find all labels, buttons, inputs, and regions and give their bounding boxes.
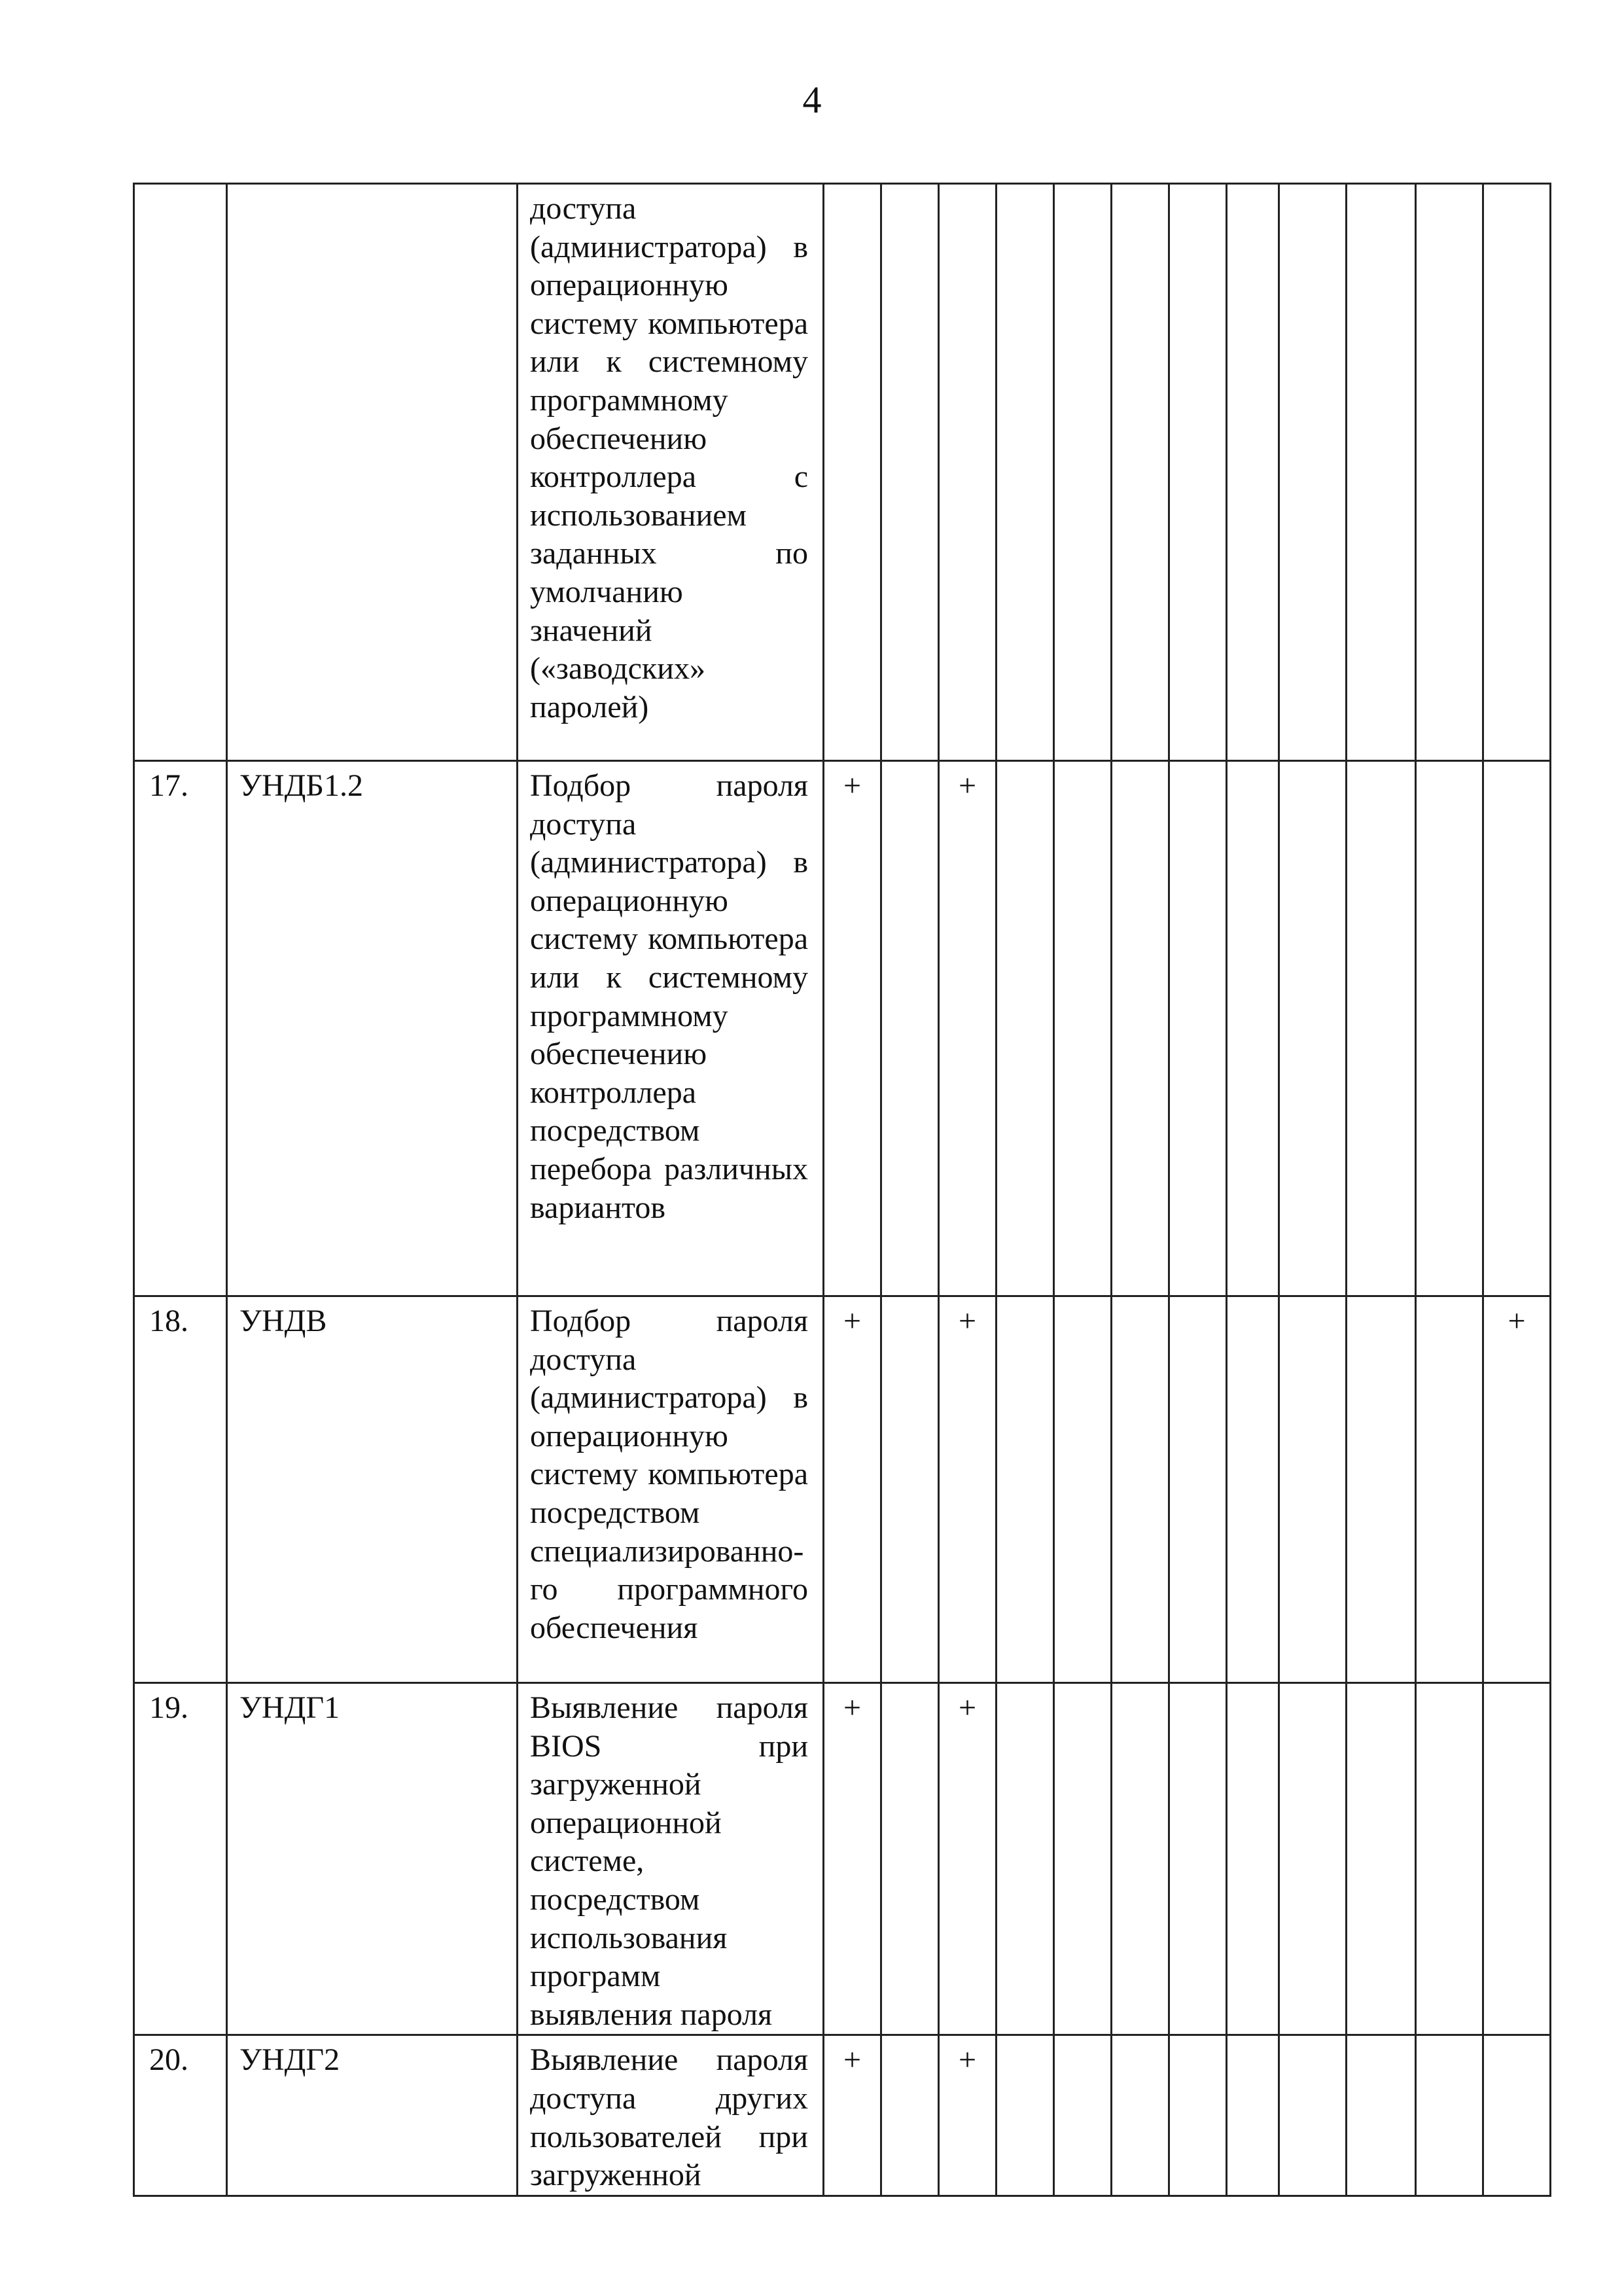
mark-cell [1483,1683,1551,2035]
mark-cell [1169,1683,1227,2035]
page-number: 4 [802,79,822,121]
threat-code [227,184,518,761]
mark-cell [1347,2035,1416,2196]
mark-cell [881,2035,939,2196]
mark-cell: + [939,1683,997,2035]
mark-cell: + [939,1296,997,1683]
mark-cell [881,1683,939,2035]
table-row [134,761,1551,1296]
mark-cell [1483,761,1551,1296]
mark-cell [1279,1296,1347,1683]
mark-cell [1227,1296,1279,1683]
table-row [134,1683,1551,2035]
mark-cell [1416,184,1483,761]
threat-description: доступа (администратора) в операционную систему компьютера или к системному программному обеспечению контроллера с использованием заданных по умолчанию значений («заводских» паролей) [518,184,824,761]
mark-cell [1416,761,1483,1296]
table-row [134,1296,1551,1683]
mark-cell [881,761,939,1296]
mark-cell [997,761,1054,1296]
mark-cell [1416,1683,1483,2035]
threat-code: УНДГ1 [227,1683,518,2035]
row-number: 19. [134,1683,227,2035]
mark-cell [1347,761,1416,1296]
threat-code: УНДБ1.2 [227,761,518,1296]
mark-cell [1279,761,1347,1296]
mark-cell: + [824,761,881,1296]
mark-cell [997,1683,1054,2035]
mark-cell [1054,761,1112,1296]
mark-cell [824,184,881,761]
row-number [134,184,227,761]
mark-cell [1054,184,1112,761]
mark-cell [1416,1296,1483,1683]
mark-cell [997,1296,1054,1683]
mark-cell [939,184,997,761]
threat-code: УНДВ [227,1296,518,1683]
mark-cell [1227,184,1279,761]
mark-cell: + [939,761,997,1296]
mark-cell [1279,184,1347,761]
mark-cell [1169,1296,1227,1683]
mark-cell [1279,2035,1347,2196]
row-number: 17. [134,761,227,1296]
threat-description: Подбор пароля доступа (администратора) в операционную систему компьютера посредством специализированно-го программного обеспечения [518,1296,824,1683]
mark-cell [881,184,939,761]
mark-cell [997,184,1054,761]
mark-cell [997,2035,1054,2196]
mark-cell [1054,2035,1112,2196]
threats-table [133,183,1551,2197]
mark-cell [1112,761,1169,1296]
mark-cell [1054,1296,1112,1683]
mark-cell [1227,2035,1279,2196]
mark-cell: + [824,2035,881,2196]
mark-cell [1112,1296,1169,1683]
table-row [134,2035,1551,2196]
threat-description: Подбор пароля доступа (администратора) в операционную систему компьютера или к системному программному обеспечению контроллера посредством перебора различных вариантов [518,761,824,1296]
threat-code: УНДГ2 [227,2035,518,2196]
mark-cell [1347,1683,1416,2035]
mark-cell [1483,2035,1551,2196]
mark-cell [1169,761,1227,1296]
mark-cell [1112,184,1169,761]
row-number: 18. [134,1296,227,1683]
table-row [134,184,1551,761]
mark-cell [1483,184,1551,761]
mark-cell: + [824,1296,881,1683]
mark-cell: + [824,1683,881,2035]
mark-cell [1227,761,1279,1296]
threat-description: Выявление пароля BIOS при загруженной операционной системе, посредством использования программ выявления пароля [518,1683,824,2035]
mark-cell [881,1296,939,1683]
mark-cell [1112,1683,1169,2035]
mark-cell: + [1483,1296,1551,1683]
mark-cell [1347,184,1416,761]
mark-cell [1169,184,1227,761]
mark-cell [1416,2035,1483,2196]
mark-cell [1054,1683,1112,2035]
row-number: 20. [134,2035,227,2196]
threat-description: Выявление пароля доступа других пользователей при загруженной [518,2035,824,2196]
mark-cell [1279,1683,1347,2035]
mark-cell [1347,1296,1416,1683]
mark-cell [1227,1683,1279,2035]
mark-cell [1169,2035,1227,2196]
mark-cell: + [939,2035,997,2196]
mark-cell [1112,2035,1169,2196]
